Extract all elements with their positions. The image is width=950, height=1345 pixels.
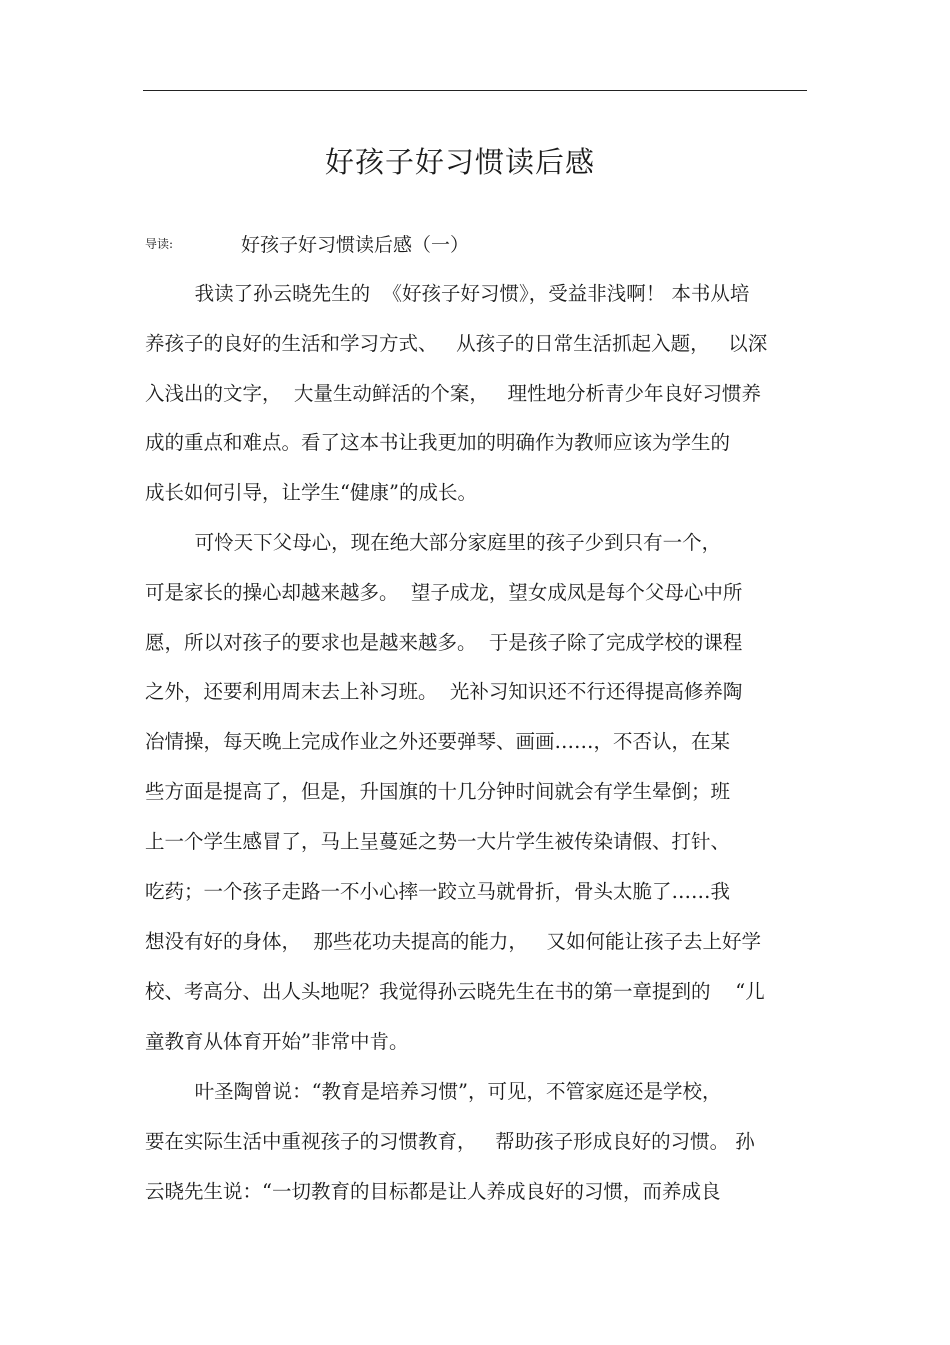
body-line: 之外，还要利用周末去上补习班。 光补习知识还不行还得提高修养陶 [145,680,743,703]
body-line: 校、考高分、出人头地呢？我觉得孙云晓先生在书的第一章提到的 “儿 [145,980,765,1003]
intro-subtitle: 好孩子好习惯读后感（一） [241,233,470,256]
body-line: 要在实际生活中重视孩子的习惯教育， 帮助孩子形成良好的习惯。 孙 [145,1130,755,1153]
body-line: 上一个学生感冒了，马上呈蔓延之势一大片学生被传染请假、打针、 [145,830,731,853]
header-rule [143,90,807,91]
body-line: 愿，所以对孩子的要求也是越来越多。 于是孩子除了完成学校的课程 [145,631,743,654]
body-line: 可怜天下父母心，现在绝大部分家庭里的孩子少到只有一个， [145,531,722,554]
intro-row [145,228,469,258]
body-line: 我读了孙云晓先生的 《好孩子好习惯》，受益非浅啊！ 本书从培 [145,282,750,305]
body-line: 成的重点和难点。看了这本书让我更加的明确作为教师应该为学生的 [145,431,731,454]
body-line: 云晓先生说：“一切教育的目标都是让人养成良好的习惯，而养成良 [145,1180,721,1203]
page-title: 好孩子好习惯读后感 [324,145,595,179]
body-line: 童教育从体育开始”非常中肯。 [145,1030,409,1053]
body-line: 养孩子的良好的生活和学习方式、 从孩子的日常生活抓起入题， 以深 [145,332,768,355]
body-line: 叶圣陶曾说：“教育是培养习惯”，可见，不管家庭还是学校， [145,1080,722,1103]
body-line: 想没有好的身体， 那些花功夫提高的能力， 又如何能让孩子去上好学 [145,930,761,953]
body-line: 成长如何引导，让学生“健康”的成长。 [145,481,477,504]
intro-label: 导读: [145,236,174,251]
body-line: 可是家长的操心却越来越多。 望子成龙，望女成凤是每个父母心中所 [145,581,743,604]
body-line: 冶情操，每天晚上完成作业之外还要弹琴、画画……，不否认，在某 [145,730,731,753]
body-line: 些方面是提高了，但是，升国旗的十几分钟时间就会有学生晕倒；班 [145,780,731,803]
body-line: 入浅出的文字， 大量生动鲜活的个案， 理性地分析青少年良好习惯养 [145,382,761,405]
body-line: 吃药；一个孩子走路一不小心摔一跤立马就骨折，骨头太脆了……我 [145,880,731,903]
